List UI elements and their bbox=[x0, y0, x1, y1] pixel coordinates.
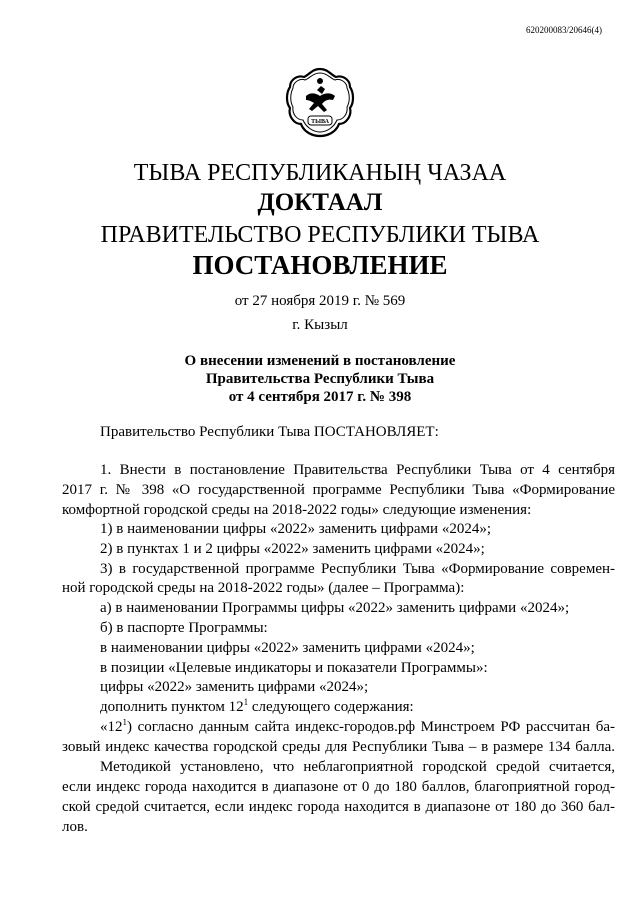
document-number: 620200083/20646(4) bbox=[526, 25, 602, 35]
body-line: ной городской среды на 2018-2022 годы» (далее – Программа): bbox=[62, 580, 465, 596]
body-line: а) в наименовании Программы цифры «2022» заменить цифрами «2024»; bbox=[100, 600, 570, 616]
body-line: цифры «2022» заменить цифрами «2024»; bbox=[100, 679, 369, 695]
document-title bbox=[0, 352, 640, 406]
tuva-document-type: ДОКТААЛ bbox=[257, 189, 383, 216]
body-line: в позиции «Целевые индикаторы и показатели Программы»: bbox=[100, 660, 488, 676]
body-line: 2) в пунктах 1 и 2 цифры «2022» заменить цифрами «2024»; bbox=[100, 541, 485, 557]
body-line: в наименовании цифры «2022» заменить цифрами «2024»; bbox=[100, 640, 475, 656]
body-line: 1) в наименовании цифры «2022» заменить цифрами «2024»; bbox=[100, 521, 491, 537]
body-line: Методикой установлено, что неблагоприятной городской средой считается, bbox=[100, 759, 615, 775]
document-date: от 27 ноября 2019 г. № 569 bbox=[234, 293, 406, 309]
body-line: комфортной городской среды на 2018-2022 годы» следующие изменения: bbox=[62, 502, 532, 518]
emblem-label: ТЫВА bbox=[311, 119, 329, 125]
document-type: ПОСТАНОВЛЕНИЕ bbox=[192, 250, 448, 280]
body-line: 3) в государственной программе Республики Тыва «Формирование современ- bbox=[100, 561, 615, 577]
title-line: Правительства Республики Тыва bbox=[205, 371, 435, 387]
body-line: лов. bbox=[62, 819, 88, 835]
body-line: 2017 г. № 398 «О государственной программе Республики Тыва «Формирование bbox=[62, 482, 615, 498]
body-line: «$12^1$) согласно данным сайта индекс-городов.рф Минстроем РФ рассчитан ба- bbox=[100, 719, 615, 735]
tuva-coat-of-arms-icon bbox=[284, 66, 356, 142]
body-line: дополнить пунктом $12^1$ следующего содержания: bbox=[100, 697, 414, 715]
body-line: зовый индекс качества городской среды для Республики Тыва – в размере 134 балла. bbox=[62, 739, 615, 755]
title-line: О внесении изменений в постановление bbox=[184, 353, 456, 369]
decree-line: Правительство Республики Тыва ПОСТАНОВЛЯЕТ: bbox=[100, 424, 439, 440]
body-line: 1. Внести в постановление Правительства Республики Тыва от 4 сентября bbox=[100, 462, 615, 478]
body-line: ской средой считается, если индекс города находится в диапазоне от 180 до 360 бал- bbox=[62, 799, 615, 815]
body-line: б) в паспорте Программы: bbox=[100, 620, 268, 636]
tuva-government-name: ТЫВА РЕСПУБЛИКАНЫҢ ЧАЗАА bbox=[133, 160, 507, 186]
government-name: ПРАВИТЕЛЬСТВО РЕСПУБЛИКИ ТЫВА bbox=[100, 222, 540, 248]
body-line: если индекс города находится в диапазоне от 0 до 180 баллов, благоприятной город- bbox=[62, 779, 615, 795]
title-line: от 4 сентября 2017 г. № 398 bbox=[228, 389, 412, 405]
document-city: г. Кызыл bbox=[292, 317, 348, 333]
